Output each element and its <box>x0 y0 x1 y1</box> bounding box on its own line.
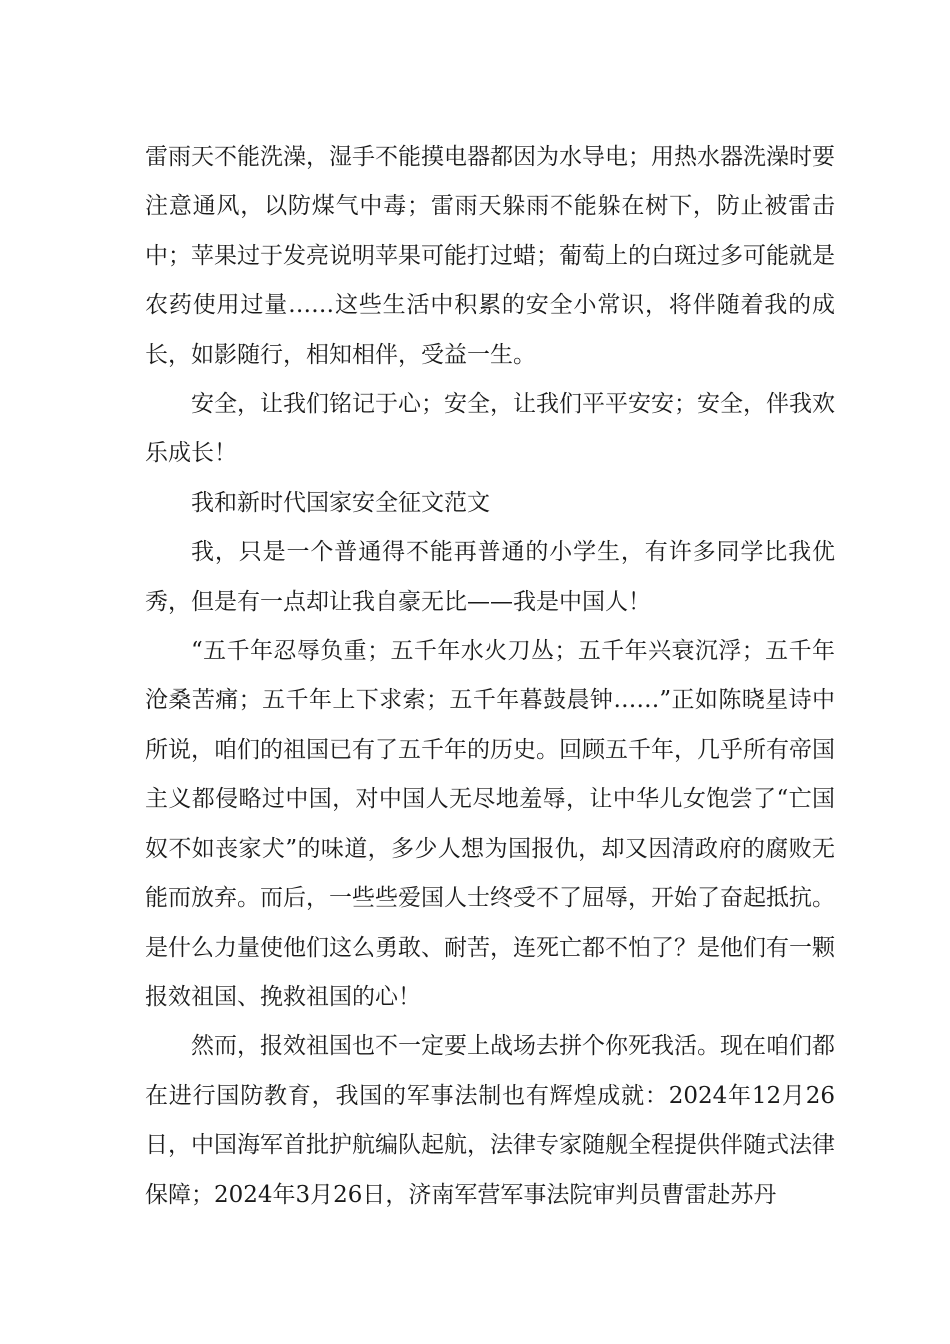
essay-title: 我和新时代国家安全征文范文 <box>191 489 490 516</box>
document-body <box>145 133 835 1220</box>
paragraph-safety-tips: 雷雨天不能洗澡，湿手不能摸电器都因为水导电；用热水器洗澡时要注意通风，以防煤气中毒；雷雨天躲雨不能躲在树下，防止被雷击中；苹果过于发亮说明苹果可能打过蜡；葡萄上的白斑过多可能就是农药使用过量……这些生活中积累的安全小常识，将伴随着我的成长，如影随行，相知相伴，受益一生。 <box>145 144 835 368</box>
paragraph-history: “五千年忍辱负重；五千年水火刀丛；五千年兴衰沉浮；五千年沧桑苦痛；五千年上下求索；五千年暮鼓晨钟……”正如陈晓星诗中所说，咱们的祖国已有了五千年的历史。回顾五千年，几乎所有帝国主义都侵略过中国，对中国人无尽地羞辱，让中华儿女饱尝了“亡国奴不如丧家犬”的味道，多少人想为国报仇，却又因清政府的腐败无能而放弃。而后，一些些爱国人士终受不了屈辱，开始了奋起抵抗。是什么力量使他们这么勇敢、耐苦，连死亡都不怕了？是他们有一颗报效祖国、挽救祖国的心！ <box>145 638 835 1010</box>
paragraph-safety-motto: 安全，让我们铭记于心；安全，让我们平平安安；安全，伴我欢乐成长！ <box>145 391 835 467</box>
paragraph-national-defense: 然而，报效祖国也不一定要上战场去拼个你死我活。现在咱们都在进行国防教育，我国的军事法制也有辉煌成就：2024年12月26日，中国海军首批护航编队起航，法律专家随舰全程提供伴随式法律保障；2024年3月26日，济南军营军事法院审判员曹雷赴苏丹 <box>145 1033 835 1208</box>
paragraph-intro: 我，只是一个普通得不能再普通的小学生，有许多同学比我优秀，但是有一点却让我自豪无比——我是中国人！ <box>145 539 835 615</box>
